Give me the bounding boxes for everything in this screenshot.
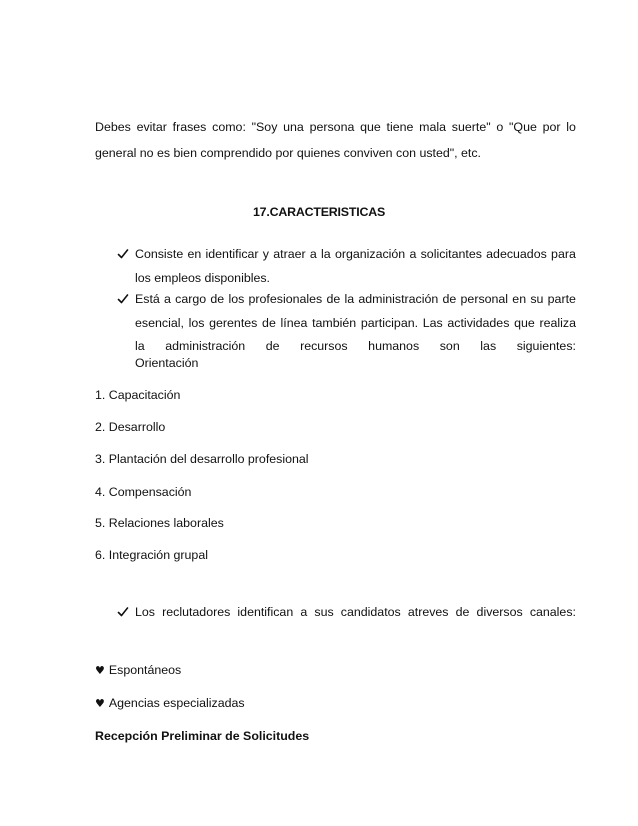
list-item: 6. Integración grupal <box>95 548 208 562</box>
word: mala <box>419 120 447 134</box>
list-item <box>95 696 245 711</box>
word: frases <box>172 120 207 134</box>
word: también <box>312 316 357 330</box>
word: suerte" <box>451 120 491 134</box>
word: o <box>496 120 504 134</box>
heart-icon: ♥ <box>95 664 105 677</box>
bullet-1-line-1 <box>135 247 576 262</box>
bullet-2-line-3 <box>135 339 576 354</box>
list-item: 3. Plantación del desarrollo profesional <box>95 452 309 466</box>
check-icon <box>117 293 129 305</box>
word: atraer <box>273 247 306 261</box>
bullet-2-line-2 <box>135 316 576 331</box>
word: profesionales <box>248 292 323 306</box>
word: adecuados <box>486 247 547 261</box>
word: Debes <box>95 120 131 134</box>
list-item: 2. Desarrollo <box>95 420 166 434</box>
heart-icon: ♥ <box>95 697 105 710</box>
word: a <box>309 247 317 261</box>
word: línea <box>280 316 308 330</box>
section-heading: 17.CARACTERISTICAS <box>252 205 386 219</box>
word: los <box>188 316 205 330</box>
word: por <box>542 120 561 134</box>
word: a <box>300 605 308 619</box>
word: Los <box>135 605 155 619</box>
list-item <box>95 663 181 678</box>
list-item: 5. Relaciones laborales <box>95 516 224 530</box>
word: identificar <box>205 247 259 261</box>
word: de <box>262 316 276 330</box>
bullet-2-line-1 <box>135 292 576 307</box>
bullet-1-line-2: los empleos disponibles. <box>135 271 270 285</box>
word: "Soy <box>251 120 278 134</box>
word: de <box>455 605 470 619</box>
word: la <box>135 339 145 353</box>
word: Consiste <box>135 247 184 261</box>
check-icon <box>117 248 129 260</box>
word: las <box>480 339 497 353</box>
word: a <box>409 247 417 261</box>
intro-line-2: general no es bien comprendido por quienes conviven con usted", etc. <box>95 146 482 160</box>
check-icon <box>117 606 129 618</box>
word: en <box>512 292 527 306</box>
intro-line-1 <box>95 120 576 135</box>
word: de <box>265 339 280 353</box>
word: cargo <box>175 292 207 306</box>
subheading: Recepción Preliminar de Solicitudes <box>95 729 310 743</box>
list-item-label: Espontáneos <box>108 663 182 677</box>
word: de <box>326 292 341 306</box>
word: diversos <box>476 605 523 619</box>
word: solicitantes <box>420 247 482 261</box>
bullet-3-line-1 <box>135 605 576 620</box>
word: la <box>344 292 355 306</box>
list-item: 1. Capacitación <box>95 388 181 402</box>
word: Está <box>135 292 160 306</box>
word: lo <box>566 120 576 134</box>
word: canales: <box>529 605 576 619</box>
word: su <box>530 292 544 306</box>
word: de <box>210 292 225 306</box>
word: organización <box>334 247 406 261</box>
word: tiene <box>386 120 414 134</box>
word: humanos <box>368 339 420 353</box>
word: la <box>321 247 331 261</box>
word: recursos <box>300 339 348 353</box>
word: y <box>262 247 269 261</box>
word: gerentes <box>209 316 258 330</box>
bullet-2-line-4: Orientación <box>135 356 199 370</box>
word: administración <box>165 339 246 353</box>
word: esencial, <box>135 316 184 330</box>
word: a <box>164 292 171 306</box>
word: actividades <box>447 316 510 330</box>
word: identifican <box>237 605 294 619</box>
word: siguientes: <box>516 339 576 353</box>
word: Las <box>422 316 443 330</box>
word: atreves <box>407 605 449 619</box>
word: sus <box>314 605 334 619</box>
word: persona <box>309 120 355 134</box>
word: "Que <box>509 120 537 134</box>
word: como: <box>212 120 246 134</box>
word: administración <box>358 292 439 306</box>
word: que <box>514 316 535 330</box>
word: parte <box>547 292 576 306</box>
word: en <box>187 247 202 261</box>
list-item-label: Agencias especializadas <box>108 696 245 710</box>
list-item: 4. Compensación <box>95 485 192 499</box>
word: realiza <box>539 316 576 330</box>
word: son <box>439 339 460 353</box>
word: candidatos <box>340 605 401 619</box>
word: una <box>283 120 304 134</box>
word: que <box>360 120 381 134</box>
word: los <box>228 292 245 306</box>
word: evitar <box>136 120 167 134</box>
word: personal <box>460 292 509 306</box>
word: para <box>551 247 576 261</box>
word: de <box>442 292 457 306</box>
word: reclutadores <box>162 605 231 619</box>
word: participan. <box>360 316 419 330</box>
